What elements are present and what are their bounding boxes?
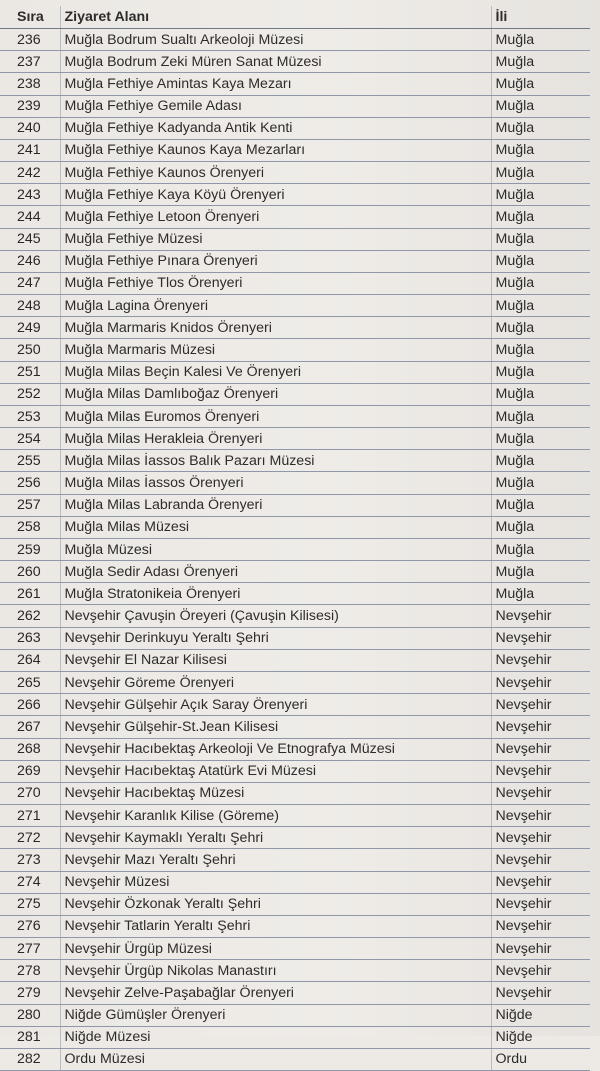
header-row <box>0 6 590 29</box>
table-row <box>0 1026 590 1048</box>
table-row <box>0 184 590 206</box>
row-site: Nevşehir Çavuşin Öreyeri (Çavuşin Kilisesi) <box>60 605 491 627</box>
row-no: 268 <box>0 738 60 760</box>
row-site: Nevşehir Zelve-Paşabağlar Örenyeri <box>60 982 491 1004</box>
row-site: Nevşehir Gülşehir-St.Jean Kilisesi <box>60 716 491 738</box>
row-province: Muğla <box>491 383 590 405</box>
row-no: 261 <box>0 583 60 605</box>
table-row <box>0 960 590 982</box>
row-no: 260 <box>0 561 60 583</box>
row-no: 264 <box>0 649 60 671</box>
row-no: 255 <box>0 450 60 472</box>
table-row <box>0 95 590 117</box>
table-row <box>0 827 590 849</box>
table-row <box>0 51 590 73</box>
row-province: Muğla <box>491 405 590 427</box>
row-site: Muğla Lagina Örenyeri <box>60 295 491 317</box>
row-site: Nevşehir Tatlarin Yeraltı Şehri <box>60 915 491 937</box>
row-site: Nevşehir Müzesi <box>60 871 491 893</box>
table-row <box>0 849 590 871</box>
row-no: 246 <box>0 250 60 272</box>
row-province: Muğla <box>491 162 590 184</box>
row-no: 237 <box>0 51 60 73</box>
row-province: Nevşehir <box>491 827 590 849</box>
row-no: 258 <box>0 516 60 538</box>
row-no: 241 <box>0 139 60 161</box>
row-site: Nevşehir Ürgüp Müzesi <box>60 938 491 960</box>
row-no: 236 <box>0 29 60 51</box>
row-site: Muğla Milas Labranda Örenyeri <box>60 494 491 516</box>
table-row <box>0 982 590 1004</box>
table-row <box>0 228 590 250</box>
row-site: Muğla Marmaris Müzesi <box>60 339 491 361</box>
table-row <box>0 627 590 649</box>
row-province: Muğla <box>491 73 590 95</box>
table-header <box>0 6 590 29</box>
row-site: Nevşehir Hacıbektaş Müzesi <box>60 782 491 804</box>
row-province: Muğla <box>491 295 590 317</box>
row-province: Muğla <box>491 494 590 516</box>
row-province: Nevşehir <box>491 649 590 671</box>
row-no: 250 <box>0 339 60 361</box>
row-site: Niğde Gümüşler Örenyeri <box>60 1004 491 1026</box>
table-body <box>0 29 590 1071</box>
row-province: Nevşehir <box>491 627 590 649</box>
row-no: 242 <box>0 162 60 184</box>
row-no: 262 <box>0 605 60 627</box>
row-province: Muğla <box>491 428 590 450</box>
row-site: Muğla Müzesi <box>60 538 491 560</box>
row-site: Nevşehir Kaymaklı Yeraltı Şehri <box>60 827 491 849</box>
row-province: Nevşehir <box>491 694 590 716</box>
row-province: Muğla <box>491 538 590 560</box>
row-province: Nevşehir <box>491 893 590 915</box>
table-row <box>0 716 590 738</box>
table-row <box>0 272 590 294</box>
table-row <box>0 472 590 494</box>
table-row <box>0 760 590 782</box>
row-site: Muğla Fethiye Kaunos Kaya Mezarları <box>60 139 491 161</box>
row-province: Muğla <box>491 272 590 294</box>
table-row <box>0 73 590 95</box>
row-no: 254 <box>0 428 60 450</box>
row-no: 253 <box>0 405 60 427</box>
table-row <box>0 29 590 51</box>
row-site: Muğla Fethiye Müzesi <box>60 228 491 250</box>
row-site: Niğde Müzesi <box>60 1026 491 1048</box>
row-no: 276 <box>0 915 60 937</box>
row-province: Muğla <box>491 339 590 361</box>
row-no: 243 <box>0 184 60 206</box>
row-site: Nevşehir Göreme Örenyeri <box>60 671 491 693</box>
table-row <box>0 782 590 804</box>
table-row <box>0 538 590 560</box>
row-province: Muğla <box>491 361 590 383</box>
row-no: 263 <box>0 627 60 649</box>
row-province: Muğla <box>491 561 590 583</box>
header-no: Sıra <box>0 6 60 29</box>
row-no: 265 <box>0 671 60 693</box>
row-site: Nevşehir El Nazar Kilisesi <box>60 649 491 671</box>
row-province: Nevşehir <box>491 938 590 960</box>
row-no: 267 <box>0 716 60 738</box>
table-row <box>0 738 590 760</box>
row-province: Muğla <box>491 117 590 139</box>
row-site: Muğla Bodrum Sualtı Arkeoloji Müzesi <box>60 29 491 51</box>
row-no: 275 <box>0 893 60 915</box>
header-province: İli <box>491 6 590 29</box>
table-row <box>0 1004 590 1026</box>
table-row <box>0 383 590 405</box>
row-site: Nevşehir Hacıbektaş Atatürk Evi Müzesi <box>60 760 491 782</box>
row-site: Muğla Fethiye Letoon Örenyeri <box>60 206 491 228</box>
row-no: 270 <box>0 782 60 804</box>
table-row <box>0 649 590 671</box>
row-province: Nevşehir <box>491 849 590 871</box>
row-site: Muğla Milas Beçin Kalesi Ve Örenyeri <box>60 361 491 383</box>
row-no: 272 <box>0 827 60 849</box>
row-site: Nevşehir Ürgüp Nikolas Manastırı <box>60 960 491 982</box>
row-province: Muğla <box>491 139 590 161</box>
table-row <box>0 405 590 427</box>
row-site: Muğla Milas Müzesi <box>60 516 491 538</box>
table-row <box>0 871 590 893</box>
row-no: 249 <box>0 317 60 339</box>
row-no: 274 <box>0 871 60 893</box>
table-row <box>0 494 590 516</box>
row-province: Muğla <box>491 95 590 117</box>
row-province: Ordu <box>491 1048 590 1070</box>
row-no: 281 <box>0 1026 60 1048</box>
row-province: Muğla <box>491 206 590 228</box>
row-site: Nevşehir Özkonak Yeraltı Şehri <box>60 893 491 915</box>
table-row <box>0 915 590 937</box>
table-row <box>0 428 590 450</box>
table-row <box>0 1048 590 1070</box>
row-no: 238 <box>0 73 60 95</box>
row-site: Muğla Fethiye Tlos Örenyeri <box>60 272 491 294</box>
row-site: Ordu Müzesi <box>60 1048 491 1070</box>
row-no: 256 <box>0 472 60 494</box>
row-province: Niğde <box>491 1026 590 1048</box>
row-no: 277 <box>0 938 60 960</box>
table-row <box>0 516 590 538</box>
row-province: Muğla <box>491 250 590 272</box>
table-row <box>0 561 590 583</box>
visit-sites-table <box>0 6 590 1071</box>
row-site: Muğla Milas İassos Örenyeri <box>60 472 491 494</box>
row-province: Muğla <box>491 29 590 51</box>
row-site: Nevşehir Gülşehir Açık Saray Örenyeri <box>60 694 491 716</box>
table-row <box>0 206 590 228</box>
row-site: Nevşehir Karanlık Kilise (Göreme) <box>60 805 491 827</box>
row-no: 239 <box>0 95 60 117</box>
table-row <box>0 893 590 915</box>
row-site: Muğla Fethiye Gemile Adası <box>60 95 491 117</box>
row-no: 266 <box>0 694 60 716</box>
row-province: Muğla <box>491 228 590 250</box>
row-site: Muğla Stratonikeia Örenyeri <box>60 583 491 605</box>
row-province: Muğla <box>491 184 590 206</box>
table-row <box>0 250 590 272</box>
row-province: Nevşehir <box>491 605 590 627</box>
row-no: 271 <box>0 805 60 827</box>
row-site: Muğla Fethiye Pınara Örenyeri <box>60 250 491 272</box>
row-site: Nevşehir Hacıbektaş Arkeoloji Ve Etnografya Müzesi <box>60 738 491 760</box>
table-row <box>0 694 590 716</box>
row-site: Muğla Milas Euromos Örenyeri <box>60 405 491 427</box>
row-no: 282 <box>0 1048 60 1070</box>
row-no: 248 <box>0 295 60 317</box>
row-site: Nevşehir Derinkuyu Yeraltı Şehri <box>60 627 491 649</box>
row-site: Muğla Fethiye Kaya Köyü Örenyeri <box>60 184 491 206</box>
row-no: 240 <box>0 117 60 139</box>
header-site: Ziyaret Alanı <box>60 6 491 29</box>
table-row <box>0 361 590 383</box>
row-province: Nevşehir <box>491 760 590 782</box>
row-province: Nevşehir <box>491 982 590 1004</box>
row-no: 280 <box>0 1004 60 1026</box>
table-row <box>0 583 590 605</box>
row-province: Nevşehir <box>491 738 590 760</box>
table-row <box>0 450 590 472</box>
row-province: Nevşehir <box>491 671 590 693</box>
row-site: Muğla Fethiye Kadyanda Antik Kenti <box>60 117 491 139</box>
row-site: Muğla Marmaris Knidos Örenyeri <box>60 317 491 339</box>
row-no: 247 <box>0 272 60 294</box>
row-site: Muğla Sedir Adası Örenyeri <box>60 561 491 583</box>
row-no: 278 <box>0 960 60 982</box>
row-province: Muğla <box>491 472 590 494</box>
row-province: Muğla <box>491 583 590 605</box>
row-site: Muğla Bodrum Zeki Müren Sanat Müzesi <box>60 51 491 73</box>
row-site: Nevşehir Mazı Yeraltı Şehri <box>60 849 491 871</box>
row-no: 252 <box>0 383 60 405</box>
row-no: 244 <box>0 206 60 228</box>
row-no: 259 <box>0 538 60 560</box>
row-province: Muğla <box>491 516 590 538</box>
row-no: 257 <box>0 494 60 516</box>
table-row <box>0 805 590 827</box>
row-site: Muğla Milas Herakleia Örenyeri <box>60 428 491 450</box>
row-province: Nevşehir <box>491 782 590 804</box>
table-row <box>0 671 590 693</box>
row-province: Muğla <box>491 51 590 73</box>
table-row <box>0 938 590 960</box>
row-site: Muğla Fethiye Amintas Kaya Mezarı <box>60 73 491 95</box>
table-row <box>0 295 590 317</box>
row-no: 273 <box>0 849 60 871</box>
row-province: Nevşehir <box>491 871 590 893</box>
row-no: 251 <box>0 361 60 383</box>
row-province: Muğla <box>491 317 590 339</box>
table-row <box>0 139 590 161</box>
row-site: Muğla Milas Damlıboğaz Örenyeri <box>60 383 491 405</box>
table-row <box>0 317 590 339</box>
row-no: 245 <box>0 228 60 250</box>
row-province: Muğla <box>491 450 590 472</box>
row-province: Nevşehir <box>491 716 590 738</box>
row-province: Nevşehir <box>491 915 590 937</box>
row-province: Nevşehir <box>491 960 590 982</box>
row-no: 269 <box>0 760 60 782</box>
table-row <box>0 339 590 361</box>
row-site: Muğla Fethiye Kaunos Örenyeri <box>60 162 491 184</box>
table-row <box>0 162 590 184</box>
table-row <box>0 117 590 139</box>
row-site: Muğla Milas İassos Balık Pazarı Müzesi <box>60 450 491 472</box>
table-row <box>0 605 590 627</box>
row-province: Nevşehir <box>491 805 590 827</box>
row-province: Niğde <box>491 1004 590 1026</box>
row-no: 279 <box>0 982 60 1004</box>
